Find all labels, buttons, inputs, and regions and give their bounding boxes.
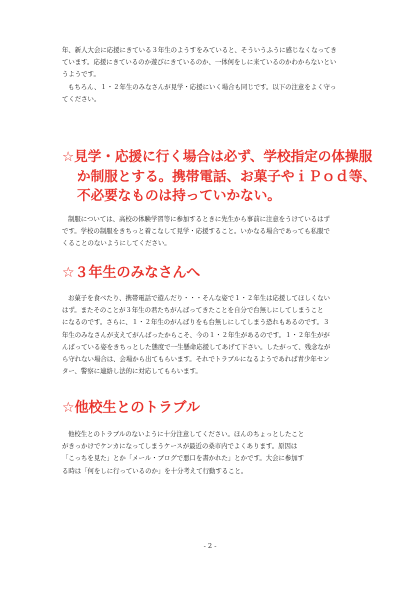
uniform-paragraph: [62, 213, 368, 250]
intro-text: [62, 44, 368, 105]
uniform-text: [62, 213, 368, 250]
trouble-line: がきっかけでケンカになってしまうケースが最近の桑市内でよくあります。原因は: [62, 442, 298, 451]
warning-heading-line: か制服とする。携帯電話、お菓子やｉＰｏｄ等、: [77, 168, 377, 185]
intro-paragraph: [62, 44, 368, 105]
uniform-line: 制服については、高校の体験学習等に参加するときに先生から事前に注意をうけているはず: [68, 215, 330, 223]
third-year-paragraph: [62, 292, 368, 377]
intro-line: ています。応援にきているのか遊びにきているのか、一体何をしに来ているのかわからないとい: [62, 58, 337, 67]
warning-heading-line: ☆見学・応援に行く場合は必ず、学校指定の体操服: [62, 149, 373, 165]
third-year-line: ら守れない場合は、会場から出てもらいます。それでトラブルになるようであれば青少年セン: [62, 355, 330, 364]
trouble-text: [62, 428, 368, 477]
trouble-paragraph: [62, 428, 368, 477]
third-year-line: 年生のみなさんが支えてがんばったからこそ、今の１・２年生があるのです。１・２年生がが: [62, 330, 330, 339]
trouble-line: る時は「何をしに行っているのか」を十分考えて行動すること。: [62, 466, 248, 475]
section-heading-trouble: ☆他校生とのトラブル: [62, 400, 200, 416]
third-year-line: お菓子を食べたり、携帯電話で遊んだり・・・そんな姿で１・２年生は応援してほしくない: [68, 294, 331, 302]
third-year-line: になるのです。さらに、１・２年生のがんばりをも台無しにしてしまう恐れもあるのです。３: [62, 318, 330, 327]
intro-line: もちろん、１・２年生のみなさんが見学・応援にいく場合も同じです。以下の注意をよく守っ: [68, 82, 337, 91]
third-year-text: [62, 292, 368, 377]
intro-line: 年、新人大会に応援にきている３年生のようすをみていると、そういうふうに感じなくなってき: [62, 46, 337, 54]
intro-line: うようです。: [62, 70, 100, 79]
trouble-line: 「こっちを見た」とか「メール・ブログで悪口を書かれた」とかです。大会に参加す: [62, 454, 305, 463]
third-year-line: ター、警察に連絡し法的に対応してもらいます。: [62, 367, 202, 376]
warning-heading-line: 不必要なものは持っていかない。: [77, 188, 281, 204]
uniform-line: です。学校の制服をきちっと着こなして見学・応援すること。いかなる場合であっても私服で: [62, 227, 330, 236]
warning-heading: [62, 148, 377, 207]
intro-line: てください。: [62, 94, 101, 103]
trouble-line: 他校生とのトラブルのないように十分注意してください。ほんのちょっとしたこと: [68, 430, 305, 438]
section-heading-third-year: ☆３年生のみなさんへ: [62, 265, 201, 281]
third-year-line: はず。またそのことが３年生の君たちがんばってきたことを自分で台無しにしてしまうこと: [62, 306, 324, 315]
third-year-line: んばっている姿をきちっとした態度で一生懸命応援してあげて下さい。したがって、残念なが: [62, 342, 331, 351]
uniform-line: くることのないようにしてください。: [62, 239, 171, 248]
page-number: - 2 -: [203, 542, 217, 550]
